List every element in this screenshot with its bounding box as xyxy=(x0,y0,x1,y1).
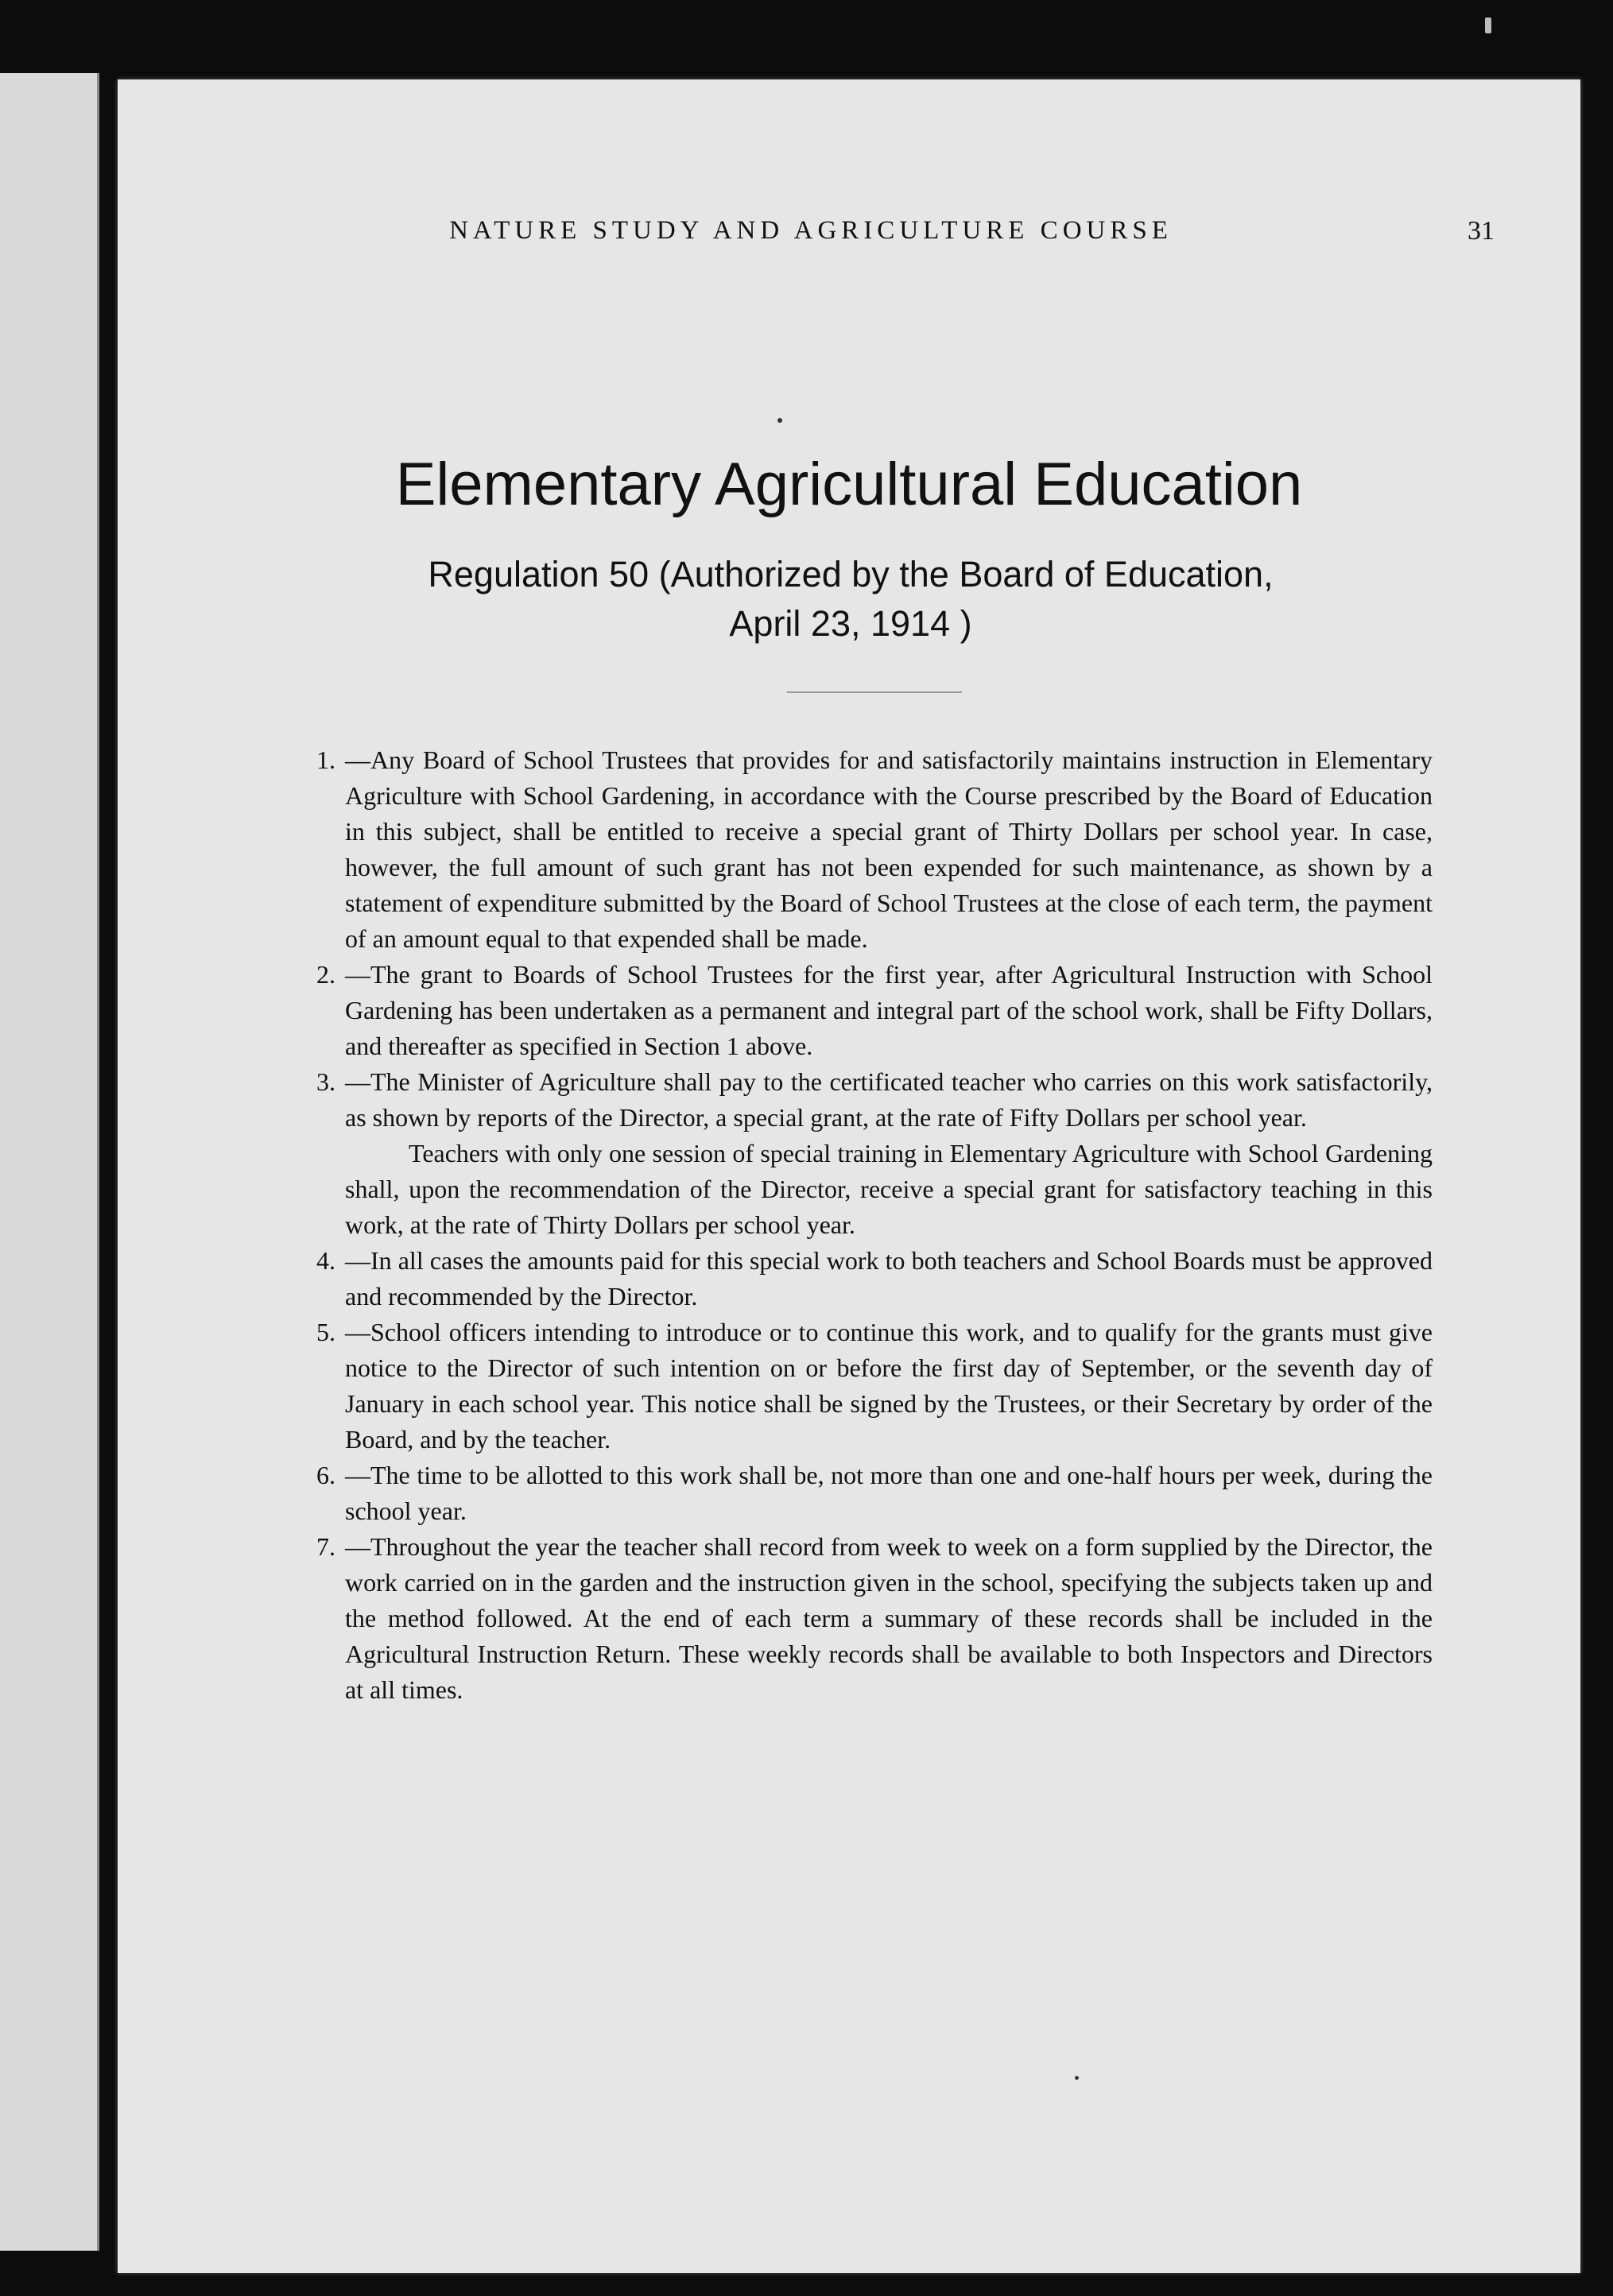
section-number: 3. xyxy=(316,1067,335,1096)
subtitle-line-2: April 23, 1914 ) xyxy=(729,603,972,644)
facing-page-edge xyxy=(0,73,99,2251)
scan-speck xyxy=(777,418,782,423)
section-text: —In all cases the amounts paid for this special work to both teachers and School Boards must be approved and recommended by the Director. xyxy=(345,1246,1433,1311)
subtitle-line-1: Regulation 50 (Authorized by the Board of Education, xyxy=(428,554,1274,594)
section-text: —The grant to Boards of School Trustees for the first year, after Agricultural Instruction with School Gardening has been undertaken as a permanent and integral part of the school work, shall be Fifty Dollars, and thereafter as specified in Section 1 above. xyxy=(345,960,1433,1060)
regulation-subtitle xyxy=(238,550,1463,649)
running-head-title: NATURE STUDY AND AGRICULTURE COURSE xyxy=(449,216,1173,245)
section-paragraph xyxy=(316,957,1433,1064)
section-number: 5. xyxy=(316,1318,335,1346)
section-paragraph xyxy=(316,742,1433,957)
title-divider xyxy=(787,691,962,693)
section-text: —Throughout the year the teacher shall record from week to week on a form supplied by the Director, the work carried on in the garden and the instruction given in the school, specifying the subjects taken up and the method followed. At the end of each term a summary of these records shall be included in the Agricultural Instruction Return. These weekly records shall be available to both Inspectors and Directors at all times. xyxy=(345,1532,1433,1704)
section-number: 6. xyxy=(316,1461,335,1489)
section-number: 1. xyxy=(316,745,335,774)
section-number: 7. xyxy=(316,1532,335,1561)
section-number: 4. xyxy=(316,1246,335,1275)
section-continuation-paragraph xyxy=(342,1136,1433,1243)
section-text: Teachers with only one session of special training in Elementary Agriculture with School Gardening shall, upon the recommendation of the Director, receive a special grant for satisfactory teaching in this work, at the rate of Thirty Dollars per school year. xyxy=(345,1139,1433,1239)
scan-speck xyxy=(1075,2076,1079,2080)
section-text: —School officers intending to introduce or to continue this work, and to qualify for the grants must give notice to the Director of such intention on or before the first day of September, or the seventh day of January in each school year. This notice shall be signed by the Trustees, or their Secretary by order of the Board, and by the teacher. xyxy=(345,1318,1433,1454)
section-paragraph xyxy=(316,1529,1433,1708)
section-text: —The time to be allotted to this work shall be, not more than one and one-half hours per week, during the school year. xyxy=(345,1461,1433,1525)
section-paragraph xyxy=(316,1243,1433,1314)
section-number: 2. xyxy=(316,960,335,989)
section-paragraph xyxy=(316,1458,1433,1529)
section-text: —The Minister of Agriculture shall pay to the certificated teacher who carries on this work satisfactorily, as shown by reports of the Director, a special grant, at the rate of Fifty Dollars per school year. xyxy=(345,1067,1433,1132)
page-number: 31 xyxy=(1468,216,1495,246)
page-title: Elementary Agricultural Education xyxy=(395,451,1303,518)
section-text: —Any Board of School Trustees that provides for and satisfactorily maintains instruction in Elementary Agriculture with School Gardening, in accordance with the Course prescribed by the Board of Education in this subject, shall be entitled to receive a special grant of Thirty Dollars per school year. In case, however, the full amount of such grant has not been expended for such maintenance, as shown by a statement of expenditure submitted by the Board of School Trustees at the close of each term, the payment of an amount equal to that expended shall be made. xyxy=(345,745,1433,953)
scan-speck xyxy=(1485,17,1491,33)
section-paragraph xyxy=(316,1314,1433,1458)
running-head xyxy=(382,216,1495,251)
regulation-body xyxy=(316,742,1433,1708)
section-paragraph xyxy=(316,1064,1433,1136)
